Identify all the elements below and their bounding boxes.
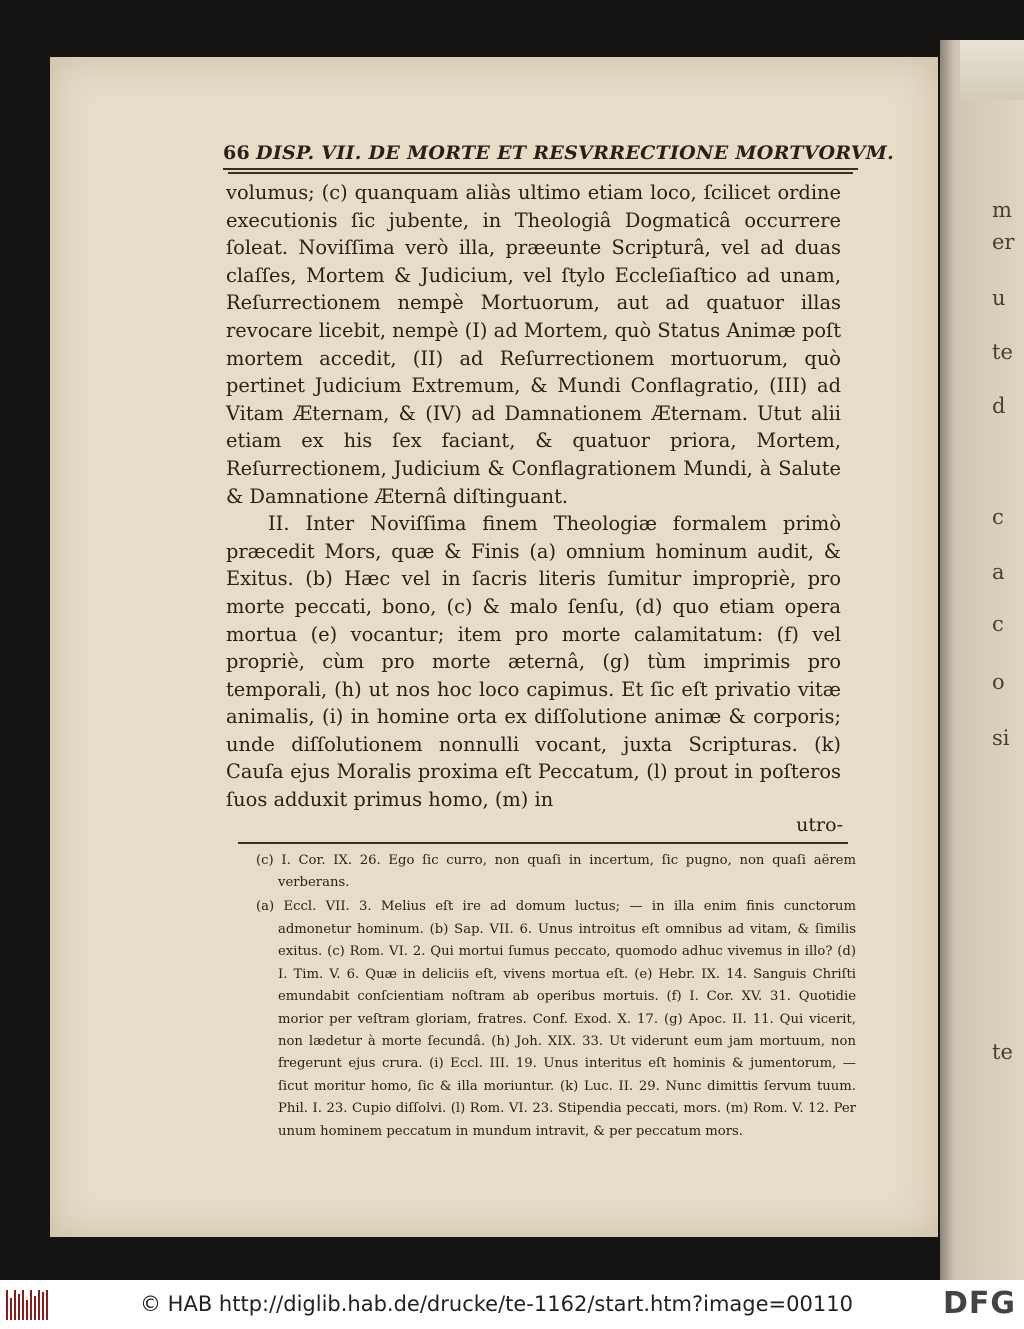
next-page-letter: d xyxy=(992,394,1006,418)
running-head xyxy=(223,142,895,170)
next-page-edge xyxy=(940,40,1024,1280)
next-page-letter: o xyxy=(992,670,1005,694)
running-head-title: DISP. VII. DE MORTE ET RESVRRECTIONE MORTVORVM. xyxy=(256,142,895,164)
head-rule xyxy=(228,172,853,177)
footnote: (c) I. Cor. IX. 26. Ego ſic curro, non quaſi in incertum, ſic pugno, non quaſi aërem verberans. xyxy=(256,852,856,891)
paragraph: II. Inter Noviſſima finem Theologiæ formalem primò præcedit Mors, quæ & Finis (a) omnium hominum audit, & Exitus. (b) Hæc vel in ſacris literis ſumitur impropriè, pro morte peccati, bono, (c) & malo ſenſu, (d) quo etiam opera mortua (e) vocantur; item pro morte calamitatum: (f) vel propriè, cùm pro morte æternâ, (g) tùm imprimis pro temporali, (h) ut nos hoc loco capimus. Et ſic eſt privatio vitæ animalis, (i) in homine orta ex diſſolutione animæ & corporis; unde diſſolutionem nonnulli vocant, juxta Scripturas. (k) Cauſa ejus Moralis proxima eſt Peccatum, (l) prout in poſteros ſuos adduxit primus homo, (m) in xyxy=(226,512,841,812)
next-page-letter: te xyxy=(992,1040,1013,1064)
footnote-rule xyxy=(238,842,848,844)
next-page-letter: c xyxy=(992,505,1004,529)
catchword: utro- xyxy=(796,813,843,836)
page-number: 66 xyxy=(223,142,251,164)
next-page-letter: si xyxy=(992,726,1010,750)
page-content xyxy=(223,142,895,1145)
next-page-letter: u xyxy=(992,286,1006,310)
main-text xyxy=(226,179,841,814)
next-page-letter: a xyxy=(992,560,1005,584)
next-page-letter: c xyxy=(992,612,1004,636)
next-page-letter: er xyxy=(992,230,1015,254)
footnote: (a) Eccl. VII. 3. Melius eſt ire ad domum luctus; — in illa enim finis cunctorum admonetur hominum. (b) Sap. VII. 6. Unus introitus eſt omnibus ad vitam, & ſimilis exitus. (c) Rom. VI. 2. Qui mortui ſumus peccato, quomodo adhuc vivemus in illo? (d) I. Tim. V. 6. Quæ in deliciis eſt, vivens mortua eſt. (e) Hebr. IX. 14. Sanguis Chriſti emundabit conſcientiam noſtram ab operibus mortuis. (f) I. Cor. XV. 31. Quotidie morior per veſtram gloriam, fratres. Conf. Exod. X. 17. (g) Apoc. II. 11. Qui vicerit, non lædetur à morte ſecundâ. (h) Joh. XIX. 33. Ut viderunt eum jam mortuum, non fregerunt ejus crura. (i) Eccl. III. 19. Unus interitus eſt hominis & jumentorum, — ſicut moritur homo, ſic & illa moriuntur. (k) Luc. II. 29. Nunc dimittis ſervum tuum. Phil. I. 23. Cupio diſſolvi. (l) Rom. VI. 23. Stipendia peccati, mors. (m) Rom. V. 12. Per unum hominem peccatum in mundum intravit, & per peccatum mors. xyxy=(256,899,856,1139)
hab-barcode-icon xyxy=(6,1290,48,1320)
next-page-letter: te xyxy=(992,340,1013,364)
copyright-url[interactable]: © HAB http://diglib.hab.de/drucke/te-1162/start.htm?image=00110 xyxy=(140,1292,853,1316)
paragraph: volumus; (c) quanquam aliàs ultimo etiam loco, ſcilicet ordine executionis ſic jubente, in Theologiâ Dogmaticâ occurrere ſoleat. Noviſſima verò illa, præeunte Scripturâ, vel ad duas claſſes, Mortem & Judicium, vel ſtylo Eccleſiaſtico ad unam, Reſurrectionem nempè Mortuorum, aut ad quatuor illas revocare licebit, nempè (I) ad Mortem, quò Status Animæ poſt mortem accedit, (II) ad Reſurrectionem mortuorum, quò pertinet Judicium Extremum, & Mundi Conflagratio, (III) ad Vitam Æternam, & (IV) ad Damnationem Æternam. Utut alii etiam ex his ſex faciant, & quatuor priora, Mortem, Reſurrectionem, Judicium & Conflagrationem Mundi, à Salute & Damnatione Æternâ diſtinguant. xyxy=(226,181,841,508)
next-page-letter: m xyxy=(992,198,1012,222)
dfg-logo: DFG xyxy=(942,1286,1016,1321)
footnotes xyxy=(256,850,856,1143)
viewer-footer xyxy=(0,1280,1024,1329)
